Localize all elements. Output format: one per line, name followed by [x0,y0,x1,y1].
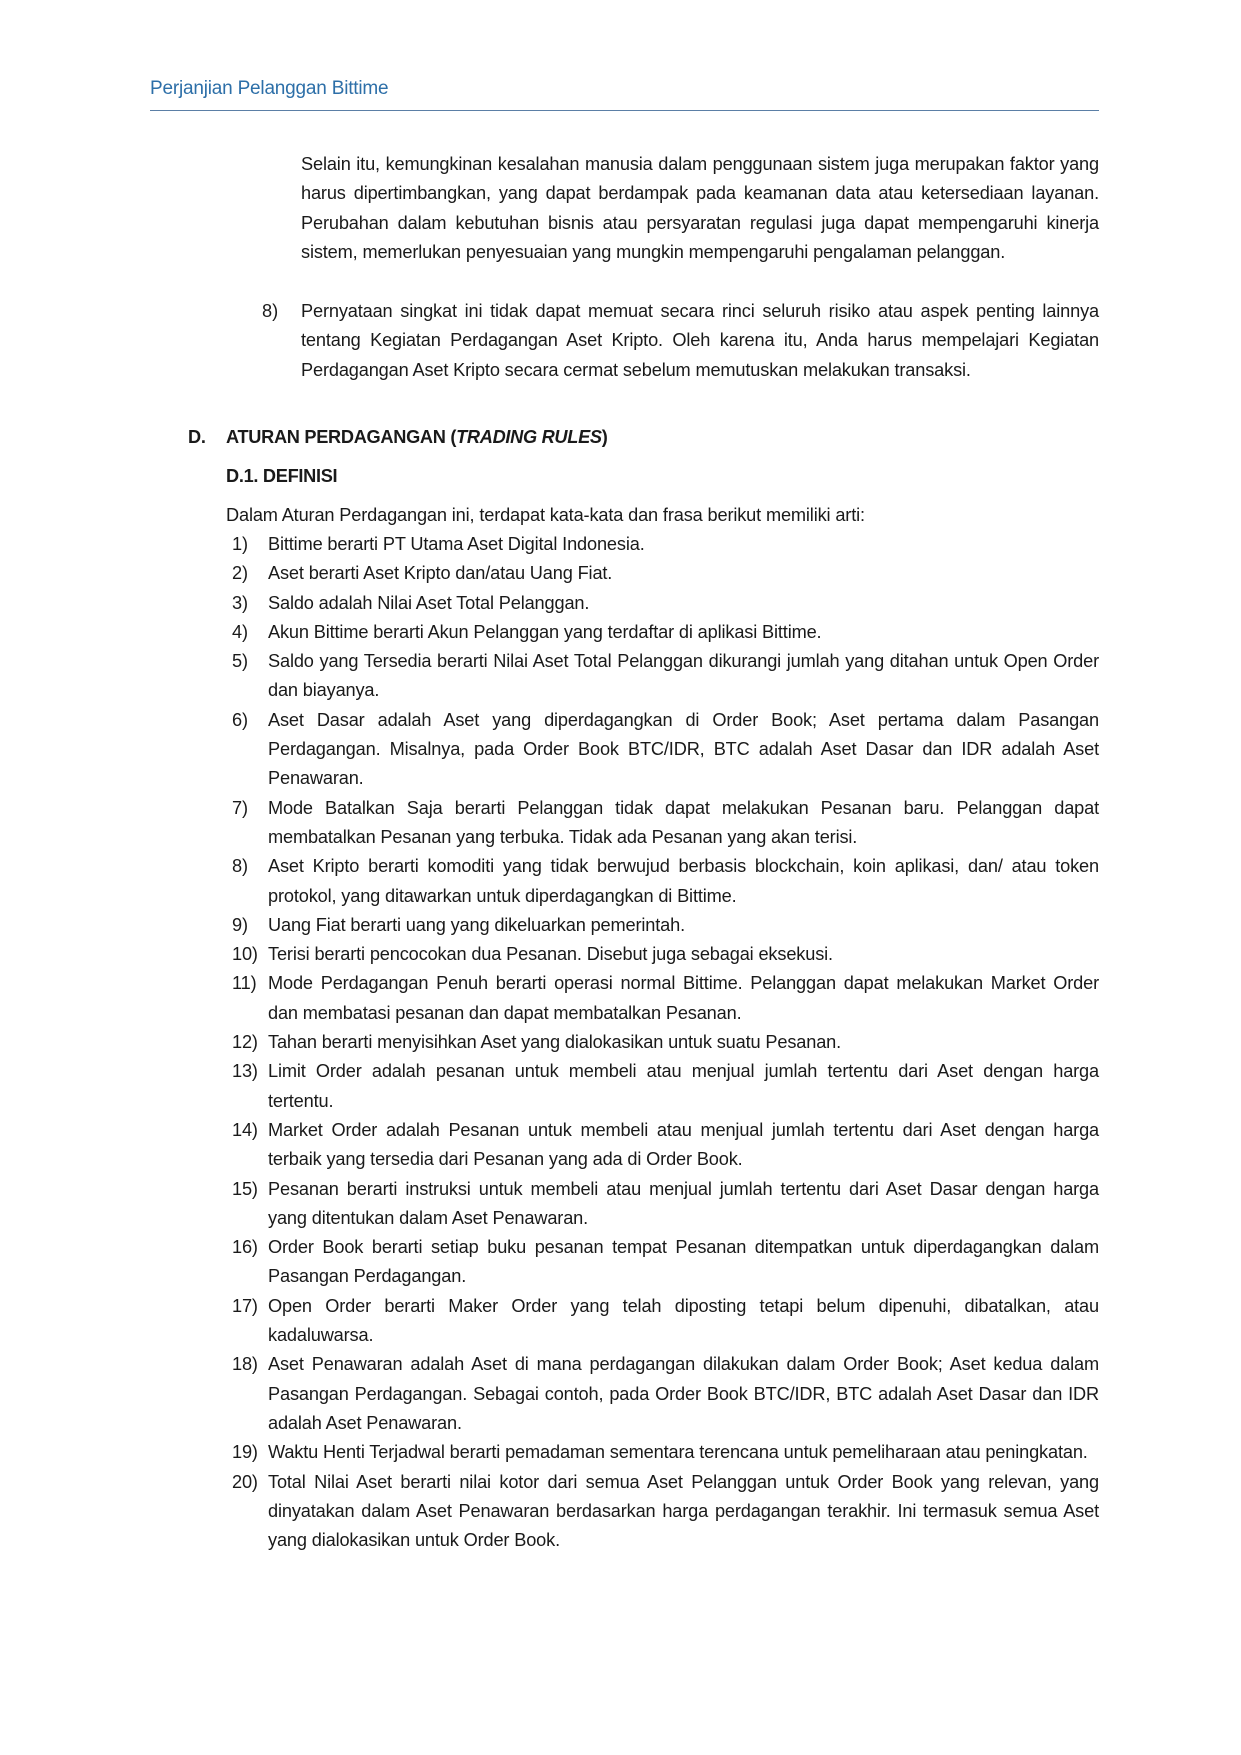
definition-number: 12) [232,1032,258,1053]
definition-text: Aset berarti Aset Kripto dan/atau Uang Fiat. [268,563,613,584]
definition-text: Aset Dasar adalah Aset yang diperdagangkan di Order Book; Aset pertama dalam Pasangan Perdagangan. Misalnya, pada Order Book BTC/IDR, BTC adalah Aset Dasar dan IDR adalah Aset Penawaran. [268,709,1099,789]
definition-text: Akun Bittime berarti Akun Pelanggan yang terdaftar di aplikasi Bittime. [268,621,822,642]
definition-number: 5) [232,651,248,672]
page-header [150,74,1099,111]
definition-item [226,1175,1099,1234]
definition-number: 9) [232,914,248,935]
definition-number: 8) [232,856,248,877]
definition-text: Saldo yang Tersedia berarti Nilai Aset Total Pelanggan dikurangi jumlah yang ditahan untuk Open Order dan biayanya. [268,651,1099,701]
section-title-after: ) [601,427,608,447]
definition-item [226,1438,1099,1467]
definition-item [226,1350,1099,1438]
definition-text: Aset Penawaran adalah Aset di mana perdagangan dilakukan dalam Order Book; Aset kedua dalam Pasangan Perdagangan. Sebagai contoh, pada Order Book BTC/IDR, BTC adalah Aset Dasar dan IDR adalah Aset Penawaran. [268,1354,1099,1433]
section-title-italic: TRADING RULES [456,427,602,447]
definition-number: 19) [232,1442,258,1463]
definition-text: Uang Fiat berarti uang yang dikeluarkan pemerintah. [268,914,685,935]
definition-number: 3) [232,592,248,613]
definition-text: Aset Kripto berarti komoditi yang tidak berwujud berbasis blockchain, koin aplikasi, dan/ atau token protokol, yang ditawarkan untuk diperdagangkan di Bittime. [268,856,1099,906]
definition-item [226,647,1099,706]
definition-text: Order Book berarti setiap buku pesanan tempat Pesanan ditempatkan untuk diperdagangkan dalam Pasangan Perdagangan. [268,1237,1099,1287]
definition-item [226,589,1099,618]
list-text: Pernyataan singkat ini tidak dapat memuat secara rinci seluruh risiko atau aspek penting lainnya tentang Kegiatan Perdagangan Aset Kripto. Oleh karena itu, Anda harus mempelajari Kegiatan Perdagangan Aset Kripto secara cermat sebelum memutuskan melakukan transaksi. [301,301,1099,380]
subsection-heading: D.1. DEFINISI [226,466,338,486]
definition-number: 6) [232,709,248,730]
definition-number: 7) [232,797,248,818]
definition-text: Open Order berarti Maker Order yang telah diposting tetapi belum dipenuhi, dibatalkan, atau kadaluwarsa. [268,1295,1099,1346]
section-heading [188,423,608,452]
definition-item [226,1028,1099,1057]
definition-number: 1) [232,534,248,554]
definition-number: 13) [232,1061,258,1082]
definition-item [226,559,1099,588]
section-title-before: ATURAN PERDAGANGAN ( [226,427,457,447]
section-letter: D. [188,427,206,447]
definition-text: Mode Batalkan Saja berarti Pelanggan tidak dapat melakukan Pesanan baru. Pelanggan dapat membatalkan Pesanan yang terbuka. Tidak ada Pesanan yang akan terisi. [268,797,1099,847]
definition-text: Pesanan berarti instruksi untuk membeli atau menjual jumlah tertentu dari Aset Dasar dengan harga yang ditentukan dalam Aset Penawaran. [268,1178,1099,1228]
definition-item [226,940,1099,969]
definition-text: Limit Order adalah pesanan untuk membeli atau menjual jumlah tertentu dari Aset dengan harga tertentu. [268,1061,1099,1111]
definition-number: 14) [232,1119,258,1140]
definition-number: 20) [232,1471,258,1492]
definition-text: Bittime berarti PT Utama Aset Digital Indonesia. [268,534,645,554]
definition-text: Terisi berarti pencocokan dua Pesanan. Disebut juga sebagai eksekusi. [268,944,833,965]
definition-number: 10) [232,944,258,965]
definition-text: Market Order adalah Pesanan untuk membeli atau menjual jumlah tertentu dari Aset dengan harga terbaik yang tersedia dari Pesanan yang ada di Order Book. [268,1119,1099,1170]
header-title: Perjanjian Pelanggan Bittime [150,78,389,99]
definition-item [226,1292,1099,1351]
definition-number: 16) [232,1237,258,1258]
definition-number: 18) [232,1354,258,1375]
definitions-list [226,530,1099,1555]
definition-number: 2) [232,563,248,584]
definition-text: Waktu Henti Terjadwal berarti pemadaman sementara terencana untuk pemeliharaan atau peningkatan. [268,1442,1088,1463]
definition-item [226,794,1099,853]
definition-number: 17) [232,1295,258,1316]
list-number: 8) [262,301,279,321]
definition-item [226,706,1099,794]
definition-item [226,1057,1099,1116]
definition-item [226,618,1099,647]
intro-paragraph: Selain itu, kemungkinan kesalahan manusia dalam penggunaan sistem juga merupakan faktor yang harus dipertimbangkan, yang dapat berdampak pada keamanan data atau ketersediaan layanan. Perubahan dalam kebutuhan bisnis atau persyaratan regulasi juga dapat mempengaruhi kinerja sistem, memerlukan penyesuaian yang mungkin mempengaruhi pengalaman pelanggan. [301,154,1099,262]
definition-item [226,1468,1099,1556]
definition-item [226,969,1099,1028]
definition-item [226,911,1099,940]
definition-number: 11) [232,973,257,994]
definition-number: 4) [232,621,248,642]
definitions-lead: Dalam Aturan Perdagangan ini, terdapat kata-kata dan frasa berikut memiliki arti: [226,505,865,525]
definition-text: Tahan berarti menyisihkan Aset yang dialokasikan untuk suatu Pesanan. [268,1032,842,1053]
definition-number: 15) [232,1178,258,1199]
definition-item [226,530,1099,559]
definition-item [226,1116,1099,1175]
definition-item [226,1233,1099,1292]
definition-text: Mode Perdagangan Penuh berarti operasi normal Bittime. Pelanggan dapat melakukan Market Order dan membatasi pesanan dan dapat membatalkan Pesanan. [268,973,1099,1023]
definition-text: Total Nilai Aset berarti nilai kotor dari semua Aset Pelanggan untuk Order Book yang relevan, yang dinyatakan dalam Aset Penawaran berdasarkan harga perdagangan terakhir. Ini termasuk semua Aset yang dialokasikan untuk Order Book. [268,1471,1099,1551]
definition-text: Saldo adalah Nilai Aset Total Pelanggan. [268,592,590,613]
definition-item [226,852,1099,911]
